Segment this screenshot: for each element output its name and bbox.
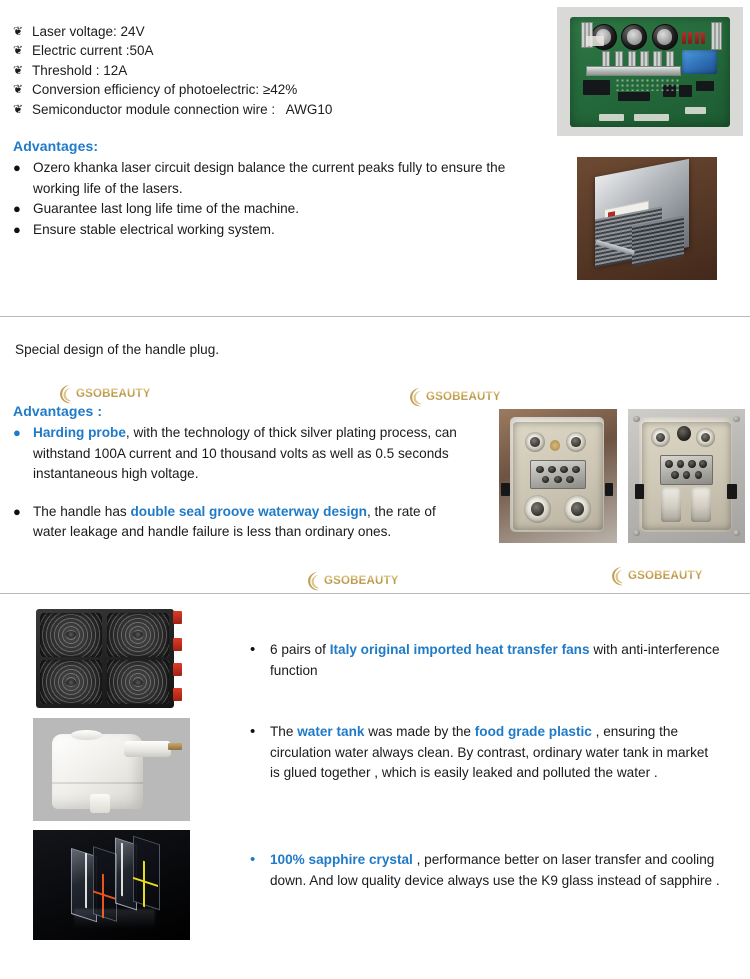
gso-swirl-icon xyxy=(306,570,323,592)
disc-bullet-icon: ● xyxy=(13,503,21,519)
component-rest: with anti-interference function xyxy=(270,642,720,678)
dot-bullet-icon: • xyxy=(250,723,256,740)
advantage-rest: , the rate of water leakage and handle failure is less than ordinary ones. xyxy=(33,503,436,539)
list-item xyxy=(13,61,533,80)
component-text xyxy=(270,640,720,681)
florette-bullet-icon: ❦ xyxy=(13,43,24,58)
spec-text: Conversion efficiency of photoelectric: ≥42% xyxy=(32,82,298,98)
list-item xyxy=(250,722,720,784)
component-mid: was made by the xyxy=(364,724,475,739)
component-text xyxy=(270,850,720,891)
list-item xyxy=(13,502,468,543)
gso-swirl-icon xyxy=(58,383,75,405)
highlight-term: 100% sapphire crystal xyxy=(270,852,413,867)
dot-bullet-icon: • xyxy=(250,641,256,658)
list-item xyxy=(13,199,513,220)
florette-bullet-icon: ❦ xyxy=(13,24,24,38)
spec-text: Electric current :50A xyxy=(32,43,154,59)
fan-array-photo xyxy=(33,607,190,710)
list-item xyxy=(13,80,533,99)
watermark-gsobeauty xyxy=(408,386,501,408)
watermark-text: GSOBEAUTY xyxy=(76,388,151,400)
florette-bullet-icon: ❦ xyxy=(13,62,24,77)
watermark-gsobeauty xyxy=(306,570,399,592)
component-pre: 6 pairs of xyxy=(270,642,330,657)
advantage-text xyxy=(33,502,468,543)
spec-text: Laser voltage: 24V xyxy=(32,24,145,39)
advantages-heading-specs: Advantages: xyxy=(13,138,99,154)
watermark-text: GSOBEAUTY xyxy=(324,575,399,587)
handle-plug-intro: Special design of the handle plug. xyxy=(15,342,220,357)
sapphire-crystal-photo xyxy=(33,830,190,940)
highlight-term: Harding probe xyxy=(33,425,126,440)
handle-plug-right-photo xyxy=(628,409,745,543)
watermark-text: GSOBEAUTY xyxy=(628,570,703,582)
watermark-gsobeauty xyxy=(610,565,703,587)
gso-swirl-icon xyxy=(408,386,425,408)
highlight-term-2: food grade plastic xyxy=(474,724,592,739)
advantage-text: Ensure stable electrical working system. xyxy=(33,221,275,237)
component-text xyxy=(270,722,720,784)
section-divider-1 xyxy=(0,316,750,317)
list-item xyxy=(250,640,720,681)
watermark-text: GSOBEAUTY xyxy=(426,391,501,403)
advantages-heading-handle: Advantages : xyxy=(13,403,103,419)
spec-text: Semiconductor module connection wire : AWG10 xyxy=(32,101,333,117)
circuit-board-photo xyxy=(557,7,743,136)
advantages-list-handle xyxy=(13,423,468,543)
florette-bullet-icon: ❦ xyxy=(13,101,24,116)
component-rest: , performance better on laser transfer and cooling down. And low quality device always use the K9 glass instead of sapphire . xyxy=(270,852,720,888)
list-item xyxy=(250,850,720,891)
specs-list xyxy=(13,22,533,119)
water-tank-photo xyxy=(33,718,190,821)
disc-bullet-icon: ● xyxy=(13,160,21,175)
advantages-list-specs xyxy=(13,158,513,240)
advantage-text xyxy=(33,423,468,485)
disc-bullet-icon: ● xyxy=(13,201,21,216)
advantage-text: Guarantee last long life time of the machine. xyxy=(33,201,299,216)
advantage-pre: The handle has xyxy=(33,503,131,519)
components-bullet-2 xyxy=(250,722,720,784)
florette-bullet-icon: ❦ xyxy=(13,82,24,97)
highlight-term: double seal groove waterway design xyxy=(130,503,367,519)
list-item xyxy=(13,158,513,199)
watermark-gsobeauty xyxy=(58,383,151,405)
dot-bullet-icon: • xyxy=(250,851,256,868)
components-bullet-1 xyxy=(250,640,720,681)
gso-swirl-icon xyxy=(610,565,627,587)
component-rest: , ensuring the circulation water always clean. By contrast, ordinary water tank in market is glued together , which is easily leaked and polluted the water . xyxy=(270,724,709,780)
list-item xyxy=(13,22,533,41)
section-divider-2 xyxy=(0,593,750,594)
list-item xyxy=(13,41,533,60)
list-item xyxy=(13,220,513,241)
component-pre: The xyxy=(270,724,298,739)
highlight-term: water tank xyxy=(297,724,365,739)
handle-plug-left-photo xyxy=(499,409,617,543)
disc-bullet-icon: ● xyxy=(13,425,21,440)
advantage-text: Ozero khanka laser circuit design balance the current peaks fully to ensure the working life of the lasers. xyxy=(33,160,506,196)
highlight-term: Italy original imported heat transfer fans xyxy=(329,642,590,657)
list-item xyxy=(13,100,533,119)
spec-text: Threshold : 12A xyxy=(32,62,128,78)
list-item xyxy=(13,423,468,485)
advantage-rest: , with the technology of thick silver plating process, can withstand 100A current and 10 thousand volts as well as 0.5 seconds instantaneous high voltage. xyxy=(33,425,457,481)
power-supply-photo xyxy=(571,152,723,285)
disc-bullet-icon: ● xyxy=(13,221,21,237)
components-bullet-3 xyxy=(250,850,720,891)
